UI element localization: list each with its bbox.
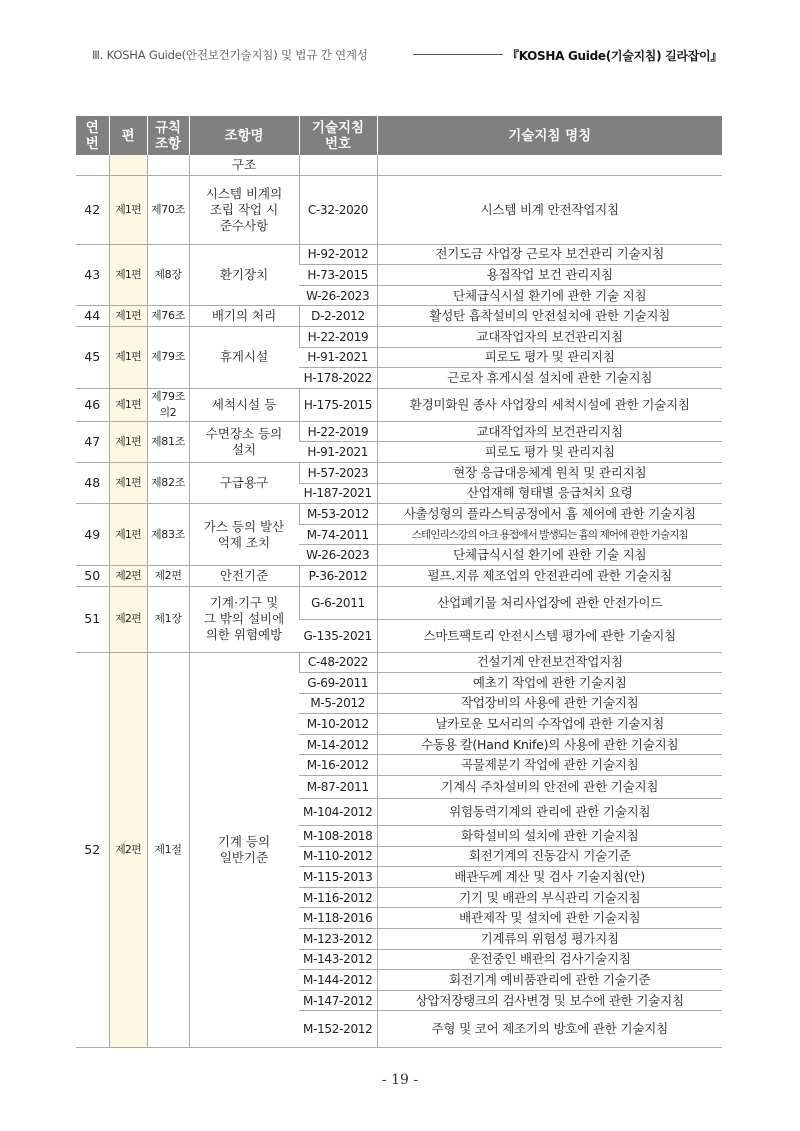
guide-number-cell: G-6-2011 (299, 586, 377, 619)
guide-number-cell: M-152-2012 (299, 1011, 377, 1048)
article-title-cell: 기계·기구 및 그 밖의 설비에 의한 위험예방 (189, 586, 299, 652)
guide-number-cell: M-118-2016 (299, 908, 377, 929)
article-cell: 제8장 (147, 244, 189, 306)
guide-number-cell: M-147-2012 (299, 990, 377, 1011)
row-number: 50 (76, 565, 109, 586)
guide-name-cell: 곡물제분기 작업에 관한 기술지침 (377, 755, 722, 776)
part-cell: 제1편 (109, 326, 147, 388)
guide-name-cell: 기계식 주차설비의 안전에 관한 기술지침 (377, 776, 722, 799)
table-body (76, 155, 722, 1048)
article-title-cell: 안전기준 (189, 565, 299, 586)
guide-number-cell: P-36-2012 (299, 565, 377, 586)
guide-name-cell: 활성탄 흡착설비의 안전설치에 관한 기술지침 (377, 306, 722, 327)
guide-name-cell: 피로도 평가 및 관리지침 (377, 347, 722, 368)
guide-number-cell: W-26-2023 (299, 285, 377, 306)
article-title-cell: 가스 등의 발산 억제 조치 (189, 504, 299, 566)
header-rule (413, 54, 503, 55)
header-book-title: 『KOSHA Guide(기술지침) 길라잡이』 (507, 49, 723, 63)
guide-number-cell: D-2-2012 (299, 306, 377, 327)
guide-name-cell: 수동용 칼(Hand Knife)의 사용에 관한 기술지침 (377, 734, 722, 755)
guide-name-cell: 회전기계의 진동감시 기술기준 (377, 846, 722, 867)
guide-number-cell: M-104-2012 (299, 799, 377, 826)
guide-number-cell: M-16-2012 (299, 755, 377, 776)
table-row (76, 652, 722, 673)
part-cell: 제1편 (109, 421, 147, 462)
article-cell: 제2편 (147, 565, 189, 586)
part-cell: 제1편 (109, 244, 147, 306)
part-cell (109, 155, 147, 175)
row-number: 48 (76, 462, 109, 503)
table-row (76, 326, 722, 347)
guide-number-cell: H-178-2022 (299, 368, 377, 389)
guide-name-cell: 건설기계 안전보건작업지침 (377, 652, 722, 673)
guide-number-cell: W-26-2023 (299, 545, 377, 566)
article-cell: 제83조 (147, 504, 189, 566)
article-title-cell: 구급용구 (189, 462, 299, 503)
guide-number-cell: M-116-2012 (299, 887, 377, 908)
table-row (76, 462, 722, 483)
article-cell: 제1장 (147, 586, 189, 652)
row-number: 52 (76, 652, 109, 1048)
article-title-cell: 시스템 비계의 조립 작업 시 준수사항 (189, 175, 299, 244)
row-number: 49 (76, 504, 109, 566)
guide-number-cell: M-87-2011 (299, 776, 377, 799)
table-row (76, 155, 722, 175)
article-title-cell: 배기의 처리 (189, 306, 299, 327)
guide-name-cell: 상압저장탱크의 검사변경 및 보수에 관한 기술지침 (377, 990, 722, 1011)
part-cell: 제1편 (109, 462, 147, 503)
header-chapter-title: Ⅲ. KOSHA Guide(안전보건기술지침) 및 법규 간 연계성 (92, 48, 368, 62)
table-row (76, 586, 722, 619)
guide-name-cell: 근로자 휴게시설 설치에 관한 기술지침 (377, 368, 722, 389)
guide-number-cell: M-115-2013 (299, 867, 377, 888)
col-header-article: 규칙 조항 (147, 116, 189, 155)
guide-number-cell: C-48-2022 (299, 652, 377, 673)
guide-number-cell: H-57-2023 (299, 462, 377, 483)
guide-number-cell: M-143-2012 (299, 949, 377, 970)
guide-name-cell: 교대작업자의 보건관리지침 (377, 326, 722, 347)
page-number: - 19 - (381, 1072, 419, 1088)
guide-number-cell: M-123-2012 (299, 929, 377, 950)
row-number: 51 (76, 586, 109, 652)
table-row (76, 388, 722, 421)
col-header-no: 연 번 (76, 116, 109, 155)
guide-name-cell: 전기도금 사업장 근로자 보건관리 기술지침 (377, 244, 722, 265)
guide-name-cell: 기기 및 배관의 부식관리 기술지침 (377, 887, 722, 908)
part-cell: 제1편 (109, 306, 147, 327)
guide-name-cell: 환경미화원 종사 사업장의 세척시설에 관한 기술지침 (377, 388, 722, 421)
guide-name-cell (377, 155, 722, 175)
article-cell: 제82조 (147, 462, 189, 503)
guide-number-cell: M-144-2012 (299, 970, 377, 991)
guide-name-cell: 산업재해 형태별 응급처치 요령 (377, 483, 722, 504)
article-cell: 제70조 (147, 175, 189, 244)
col-header-article-title: 조항명 (189, 116, 299, 155)
running-header (0, 47, 800, 67)
row-number: 44 (76, 306, 109, 327)
article-cell: 제1절 (147, 652, 189, 1048)
guide-name-cell: 스테인리스강의 아크 용접에서 발생되는 흄의 제어에 관한 기술지침 (377, 524, 722, 545)
guide-name-cell: 펄프.지류 제조업의 안전관리에 관한 기술지침 (377, 565, 722, 586)
guide-name-cell: 시스템 비계 안전작업지침 (377, 175, 722, 244)
guide-number-cell: H-22-2019 (299, 326, 377, 347)
row-number: 42 (76, 175, 109, 244)
part-cell: 제2편 (109, 565, 147, 586)
article-cell (147, 155, 189, 175)
row-number: 45 (76, 326, 109, 388)
row-number: 46 (76, 388, 109, 421)
guide-name-cell: 피로도 평가 및 관리지침 (377, 442, 722, 463)
table-row (76, 175, 722, 244)
guide-number-cell: M-5-2012 (299, 693, 377, 714)
guide-number-cell: M-10-2012 (299, 714, 377, 735)
guide-number-cell: C-32-2020 (299, 175, 377, 244)
guide-mapping-table (76, 116, 722, 1048)
guide-name-cell: 작업장비의 사용에 관한 기술지침 (377, 693, 722, 714)
part-cell: 제1편 (109, 175, 147, 244)
guide-name-cell: 배관두께 계산 및 검사 기술지침(안) (377, 867, 722, 888)
table-row (76, 565, 722, 586)
article-title-cell: 휴게시설 (189, 326, 299, 388)
part-cell: 제2편 (109, 586, 147, 652)
col-header-pyeon: 편 (109, 116, 147, 155)
guide-name-cell: 회전기계 예비품관리에 관한 기술기준 (377, 970, 722, 991)
guide-name-cell: 산업폐기물 처리사업장에 관한 안전가이드 (377, 586, 722, 619)
guide-number-cell: M-74-2011 (299, 524, 377, 545)
guide-number-cell: H-73-2015 (299, 265, 377, 286)
guide-number-cell: G-69-2011 (299, 673, 377, 694)
guide-name-cell: 배관제작 및 설치에 관한 기술지침 (377, 908, 722, 929)
guide-number-cell: M-14-2012 (299, 734, 377, 755)
article-cell: 제81조 (147, 421, 189, 462)
col-header-guide-name: 기술지침 명칭 (377, 116, 722, 155)
guide-number-cell: M-110-2012 (299, 846, 377, 867)
guide-name-cell: 사출성형의 플라스틱공정에서 흄 제어에 관한 기술지침 (377, 504, 722, 525)
table-row (76, 306, 722, 327)
part-cell: 제1편 (109, 388, 147, 421)
article-title-cell: 수면장소 등의 설치 (189, 421, 299, 462)
guide-number-cell: H-22-2019 (299, 421, 377, 442)
article-title-cell: 세척시설 등 (189, 388, 299, 421)
col-header-guide-number: 기술지침 번호 (299, 116, 377, 155)
guide-name-cell: 현장 응급대응체계 원칙 및 관리지침 (377, 462, 722, 483)
guide-name-cell: 단체급식시설 환기에 관한 기술 지침 (377, 545, 722, 566)
part-cell: 제2편 (109, 652, 147, 1048)
guide-name-cell: 교대작업자의 보건관리지침 (377, 421, 722, 442)
guide-name-cell: 화학설비의 설치에 관한 기술지침 (377, 826, 722, 847)
guide-name-cell: 스마트팩토리 안전시스템 평가에 관한 기술지침 (377, 619, 722, 652)
guide-name-cell: 주형 및 코어 제조기의 방호에 관한 기술지침 (377, 1011, 722, 1048)
guide-name-cell: 기계류의 위험성 평가지침 (377, 929, 722, 950)
part-cell: 제1편 (109, 504, 147, 566)
article-title-cell: 구조 (189, 155, 299, 175)
guide-number-cell: M-108-2018 (299, 826, 377, 847)
article-title-cell: 기계 등의 일반기준 (189, 652, 299, 1048)
article-cell: 제79조 (147, 326, 189, 388)
guide-name-cell: 위험동력기계의 관리에 관한 기술지침 (377, 799, 722, 826)
table-row (76, 504, 722, 525)
guide-number-cell (299, 155, 377, 175)
row-number (76, 155, 109, 175)
guide-number-cell: H-187-2021 (299, 483, 377, 504)
guide-name-cell: 용접작업 보건 관리지침 (377, 265, 722, 286)
table-header (76, 116, 722, 155)
guide-name-cell: 운전중인 배관의 검사기술지침 (377, 949, 722, 970)
guide-number-cell: H-175-2015 (299, 388, 377, 421)
guide-name-cell: 예초기 작업에 관한 기술지침 (377, 673, 722, 694)
guide-number-cell: H-91-2021 (299, 442, 377, 463)
article-cell: 제76조 (147, 306, 189, 327)
guide-number-cell: G-135-2021 (299, 619, 377, 652)
table-row (76, 244, 722, 265)
guide-number-cell: H-91-2021 (299, 347, 377, 368)
guide-number-cell: M-53-2012 (299, 504, 377, 525)
table-row (76, 421, 722, 442)
row-number: 43 (76, 244, 109, 306)
article-title-cell: 환기장치 (189, 244, 299, 306)
article-cell: 제79조 의2 (147, 388, 189, 421)
row-number: 47 (76, 421, 109, 462)
guide-name-cell: 날카로운 모서리의 수작업에 관한 기술지침 (377, 714, 722, 735)
guide-number-cell: H-92-2012 (299, 244, 377, 265)
guide-name-cell: 단체급식시설 환기에 관한 기술 지침 (377, 285, 722, 306)
